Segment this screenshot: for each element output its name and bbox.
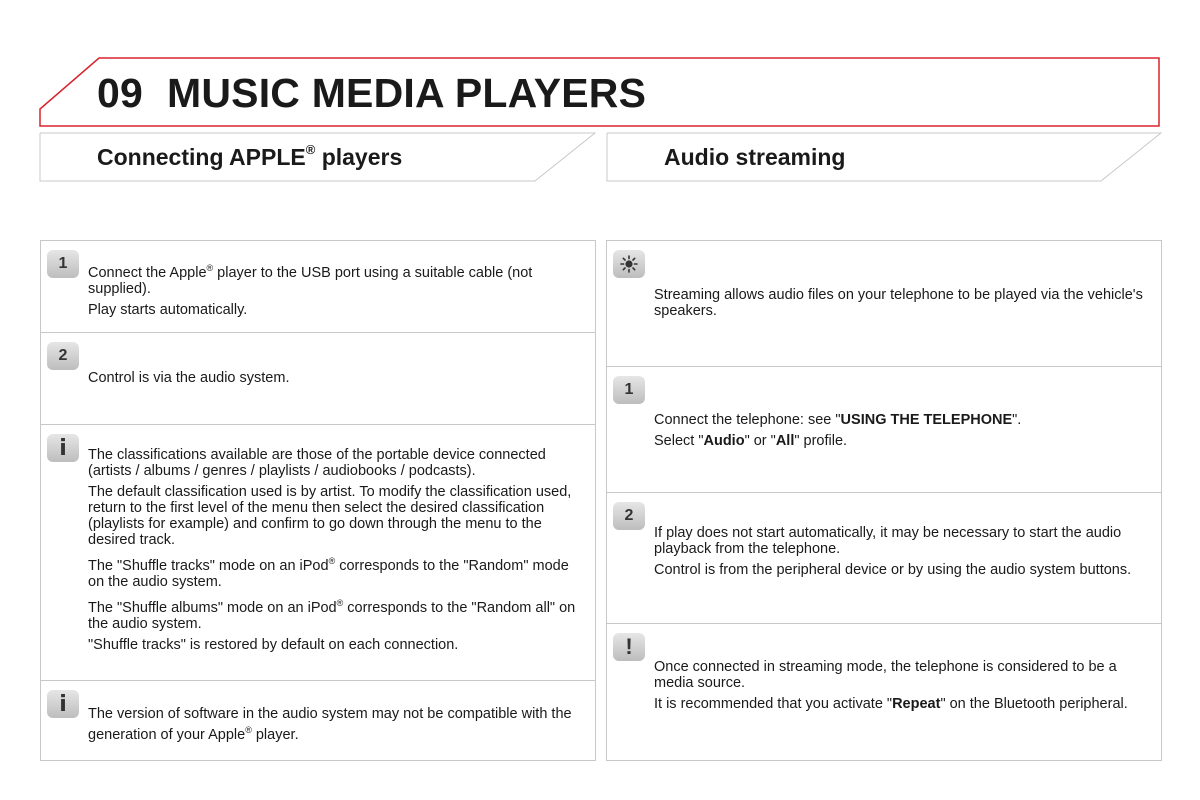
paragraph: Control is from the peripheral device or by using the audio system buttons. xyxy=(654,562,1132,578)
warning-box-streaming xyxy=(607,624,1161,760)
info-icon: i xyxy=(47,690,79,718)
section-title-apple: Connecting APPLE® players xyxy=(97,142,403,170)
section-header-apple xyxy=(39,132,596,182)
box-text xyxy=(654,659,1151,717)
box-text xyxy=(88,370,585,391)
step-2-icon: 2 xyxy=(47,342,79,370)
info-box-classifications xyxy=(41,425,595,681)
right-column xyxy=(606,240,1162,761)
info-icon: i xyxy=(47,434,79,462)
chapter-title xyxy=(97,70,646,117)
paragraph: Select "Audio" or "All" profile. xyxy=(654,433,848,449)
tip-box-streaming xyxy=(607,241,1161,367)
step-2-icon: 2 xyxy=(613,502,645,530)
chapter-header xyxy=(39,57,1161,127)
box-text xyxy=(88,447,585,658)
step-1-icon: 1 xyxy=(47,250,79,278)
info-box-software xyxy=(41,681,595,760)
step-1-icon: 1 xyxy=(613,376,645,404)
step-box-2 xyxy=(607,493,1161,624)
step-box-1 xyxy=(607,367,1161,493)
paragraph: The "Shuffle tracks" mode on an iPod® corresponds to the "Random" mode on the audio system. xyxy=(88,556,569,590)
box-text xyxy=(88,260,585,323)
paragraph: The default classification used is by artist. To modify the classification used, return to the first level of the menu then select the desired classification (playlists for example) and confirm to go down through the menu to the desired track. xyxy=(88,484,572,548)
section-header-streaming xyxy=(606,132,1162,182)
paragraph: Control is via the audio system. xyxy=(88,370,290,386)
chapter-name: MUSIC MEDIA PLAYERS xyxy=(167,70,647,116)
box-text xyxy=(654,287,1151,324)
left-column xyxy=(40,240,596,761)
chapter-number: 09 xyxy=(97,70,144,116)
lightbulb-icon xyxy=(613,250,645,278)
paragraph: The "Shuffle albums" mode on an iPod® corresponds to the "Random all" on the audio system. xyxy=(88,597,576,632)
paragraph: It is recommended that you activate "Repeat" on the Bluetooth peripheral. xyxy=(654,696,1128,712)
paragraph: The version of software in the audio system may not be compatible with the generation of your Apple® player. xyxy=(88,706,572,743)
paragraph: The classifications available are those of the portable device connected (artists / albums / genres / playlists / audiobooks / podcasts). xyxy=(88,447,546,479)
paragraph: Once connected in streaming mode, the telephone is considered to be a media source. xyxy=(654,659,1117,691)
paragraph: "Shuffle tracks" is restored by default on each connection. xyxy=(88,636,459,653)
lightbulb-glyph xyxy=(620,255,638,273)
paragraph: Streaming allows audio files on your telephone to be played via the vehicle's speakers. xyxy=(654,287,1143,319)
paragraph: If play does not start automatically, it may be necessary to start the audio playback from the telephone. xyxy=(654,525,1122,557)
section-title-streaming: Audio streaming xyxy=(664,144,846,170)
paragraph: Play starts automatically. xyxy=(88,301,248,318)
step-box-1 xyxy=(41,241,595,333)
paragraph: Connect the Apple® player to the USB port using a suitable cable (not supplied). xyxy=(88,263,533,297)
box-text xyxy=(88,706,585,748)
box-text xyxy=(654,412,1151,454)
paragraph: Connect the telephone: see "USING THE TELEPHONE". xyxy=(654,412,1022,428)
step-box-2 xyxy=(41,333,595,425)
exclamation-icon: ! xyxy=(613,633,645,661)
box-text xyxy=(654,525,1151,583)
